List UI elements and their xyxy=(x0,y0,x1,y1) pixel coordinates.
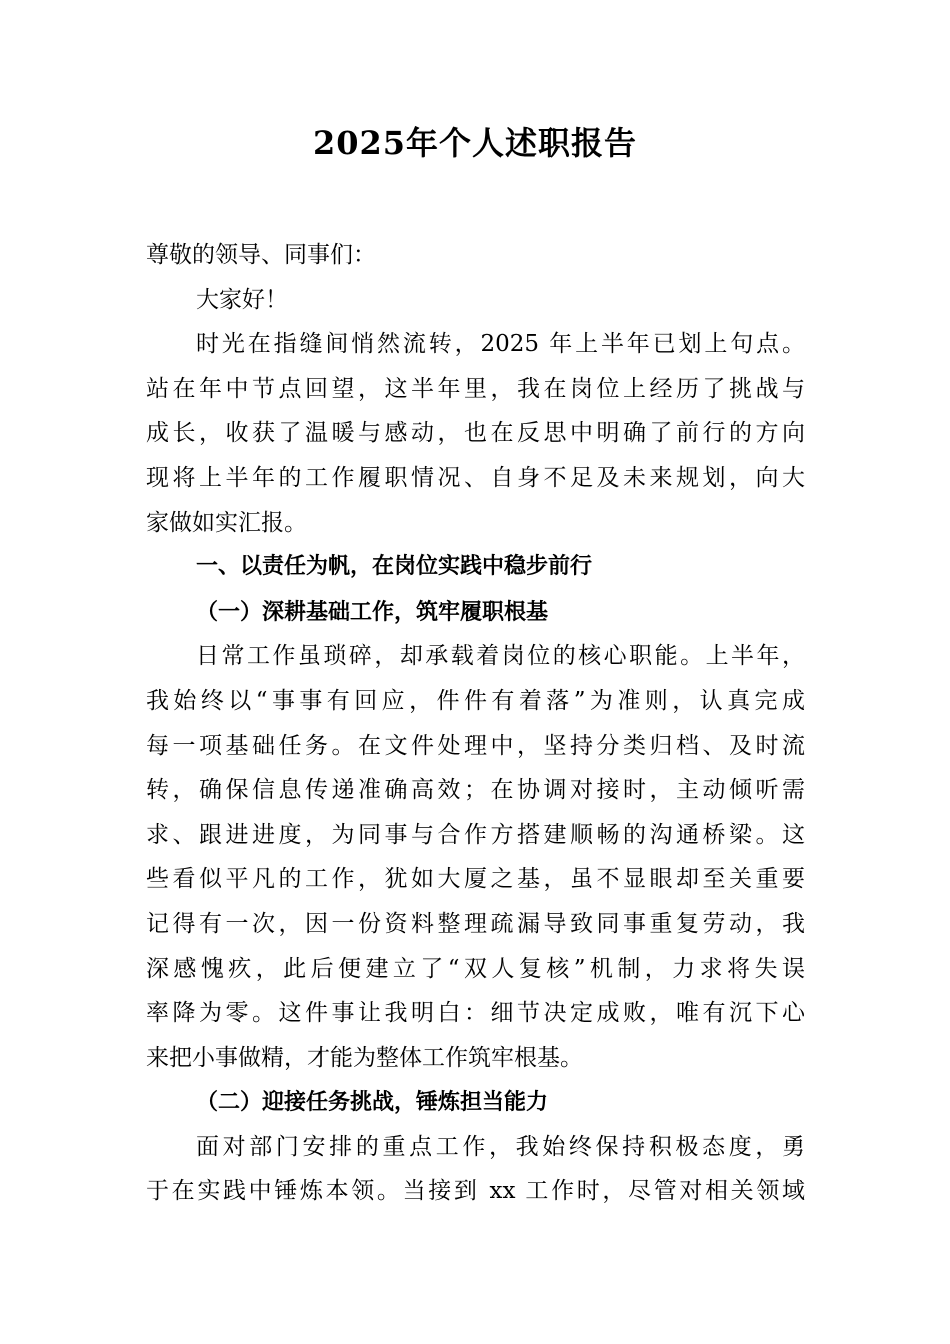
subsection-heading: （一）深耕基础工作，筑牢履职根基 xyxy=(196,598,549,625)
text-line: 家做如实汇报。 xyxy=(146,509,307,536)
text-line: 转，确保信息传递准确高效；在协调对接时，主动倾听需 xyxy=(146,777,805,804)
text-line: 记得有一次，因一份资料整理疏漏导致同事重复劳动，我 xyxy=(146,910,805,937)
text-line: 求、跟进进度，为同事与合作方搭建顺畅的沟通桥梁。这 xyxy=(146,821,805,848)
text-line: 我始终以“事事有回应，件件有着落”为准则，认真完成 xyxy=(146,687,805,714)
text-line: 每一项基础任务。在文件处理中，坚持分类归档、及时流 xyxy=(146,732,805,759)
text-line: 成长，收获了温暖与感动，也在反思中明确了前行的方向 xyxy=(146,420,805,447)
document-body xyxy=(146,233,805,1214)
text-line: 面对部门安排的重点工作，我始终保持积极态度，勇 xyxy=(196,1133,805,1160)
text-line: 站在年中节点回望，这半年里，我在岗位上经历了挑战与 xyxy=(146,375,805,402)
text-line: 些看似平凡的工作，犹如大厦之基，虽不显眼却至关重要 xyxy=(146,866,805,893)
text-line: 大家好！ xyxy=(196,286,288,313)
text-line: 于在实践中锤炼本领。当接到 xx 工作时，尽管对相关领域 xyxy=(146,1178,805,1205)
text-line: 现将上半年的工作履职情况、自身不足及未来规划，向大 xyxy=(146,464,805,491)
text-line: 尊敬的领导、同事们： xyxy=(146,242,376,268)
text-line: 来把小事做精，才能为整体工作筑牢根基。 xyxy=(146,1044,583,1071)
text-line: 日常工作虽琐碎，却承载着岗位的核心职能。上半年， xyxy=(196,643,805,670)
subsection-heading: （二）迎接任务挑战，锤炼担当能力 xyxy=(196,1089,549,1116)
document-title: 2025年个人述职报告 xyxy=(312,124,638,162)
text-line: 深感愧疚，此后便建立了“双人复核”机制，力求将失误 xyxy=(146,955,805,982)
text-line: 时光在指缝间悄然流转，2025 年上半年已划上句点。 xyxy=(196,331,805,358)
text-line: 率降为零。这件事让我明白：细节决定成败，唯有沉下心 xyxy=(146,1000,805,1027)
section-heading: 一、以责任为帆，在岗位实践中稳步前行 xyxy=(196,554,593,580)
